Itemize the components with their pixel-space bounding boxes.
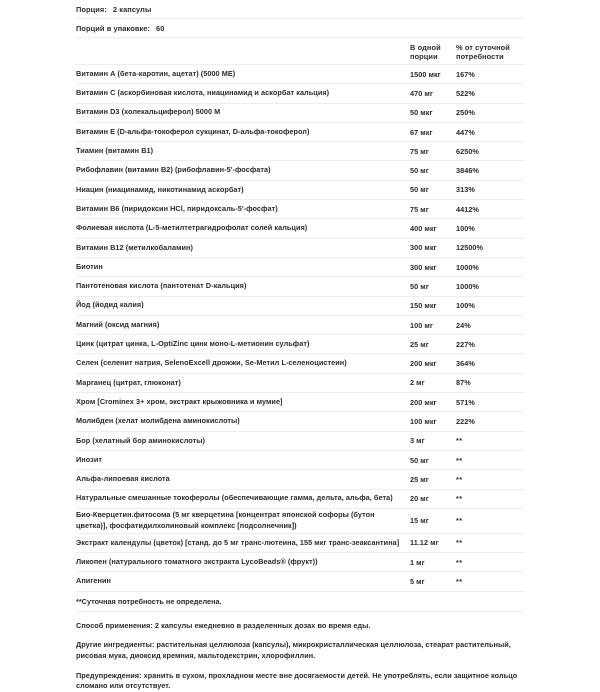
column-header-amount: В одной порции [410,43,441,62]
nutrient-daily-value: ** [456,436,463,446]
nutrient-name: Бор (хелатный бор аминокислоты) [76,435,206,445]
nutrient-name: Инозит [76,454,102,464]
nutrient-amount: 100 мкг [410,416,437,426]
table-row [76,534,524,553]
nutrient-name: Витамин D3 (холекальциферол) 5000 М [76,107,221,117]
table-row [76,84,524,103]
warnings-text: Предупреждения: хранить в сухом, прохладном месте вне досягаемости детей. Не употреблять, если защитное кольцо сломано или отсутствует. [76,670,518,691]
nutrient-amount: 50 мкг [410,108,433,118]
nutrient-daily-value: ** [456,516,463,526]
nutrient-daily-value: 6250% [456,146,479,156]
nutrient-daily-value: 447% [456,127,475,137]
table-row [76,65,524,84]
nutrient-daily-value: 4412% [456,204,479,214]
table-row [76,219,524,238]
nutrient-amount: 400 мкг [410,224,437,234]
nutrient-daily-value: 571% [456,397,475,407]
nutrient-daily-value: 12500% [456,243,484,253]
table-row [76,200,524,219]
nutrient-daily-value: 364% [456,359,475,369]
table-row [76,335,524,354]
table-row [76,161,524,180]
servings-per-container-value: 60 [156,23,165,33]
nutrient-name: Натуральные смешанные токоферолы (обеспечивающие гамма, дельта, альфа, бета) [76,493,393,503]
table-row [76,490,524,509]
nutrient-daily-value: ** [456,474,463,484]
nutrient-amount: 200 мкг [410,359,437,369]
nutrient-amount: 75 мг [410,204,429,214]
nutrient-amount: 5 мг [410,577,425,587]
table-row [76,104,524,123]
nutrient-name: Хром [Crominex 3+ хром, экстракт крыжовника и мумие] [76,396,283,406]
nutrient-amount: 15 мг [410,516,429,526]
nutrient-daily-value: ** [456,538,463,548]
nutrient-amount: 300 мкг [410,243,437,253]
nutrient-name: Магний (оксид магния) [76,319,160,329]
nutrient-amount: 11.12 мг [410,538,439,548]
nutrient-name: Апигенин [76,576,111,586]
table-row [76,470,524,489]
nutrient-name: Витамин А (бета-каротин, ацетат) (5000 МЕ) [76,68,236,78]
nutrient-daily-value: 1000% [456,262,479,272]
nutrient-amount: 67 мкг [410,127,433,137]
table-row [76,553,524,572]
column-header-daily-value: % от суточной потребности [456,43,510,62]
nutrient-amount: 1500 мкг [410,69,441,79]
nutrient-daily-value: 100% [456,301,475,311]
nutrient-amount: 100 мг [410,320,433,330]
serving-size-row [76,0,524,19]
table-row [76,258,524,277]
nutrient-daily-value: 222% [456,416,475,426]
nutrient-daily-value: ** [456,577,463,587]
nutrient-daily-value: 24% [456,320,471,330]
nutrient-rows [76,65,524,592]
nutrient-name: Йод (йодид калия) [76,300,144,310]
table-row [76,509,524,534]
nutrient-name: Био-Кверцетин.фитосома (5 мг кверцетина [концентрат японской софоры (бутон цветка)], фосфатидилхолиновый комплекс [подсолнечник]) [76,510,375,530]
table-row [76,297,524,316]
supplement-facts-panel [76,0,524,692]
table-row [76,432,524,451]
nutrient-name: Фолиевая кислота (L-5-метилтетрагидрофолат солей кальция) [76,223,308,233]
nutrient-daily-value: 3846% [456,166,479,176]
directions-text: Способ применения: 2 капсулы ежедневно в разделенных дозах во время еды. [76,620,371,630]
nutrient-amount: 50 мг [410,185,429,195]
nutrient-name: Рибофлавин (витамин В2) (рибофлавин-5'-фосфата) [76,165,271,175]
table-row [76,412,524,431]
nutrient-name: Витамин С (аскорбиновая кислота, ниацинамид и аскорбат кальция) [76,88,330,98]
table-row [76,181,524,200]
table-column-header [76,38,524,65]
nutrient-amount: 3 мг [410,436,425,446]
table-row [76,451,524,470]
table-row [76,572,524,591]
nutrient-amount: 300 мкг [410,262,437,272]
nutrient-name: Марганец (цитрат, глюконат) [76,377,181,387]
nutrient-daily-value: 522% [456,88,475,98]
nutrient-amount: 200 мкг [410,397,437,407]
nutrient-amount: 25 мг [410,474,429,484]
nutrient-amount: 470 мг [410,88,433,98]
servings-per-container-label: Порций в упаковке: [76,23,151,33]
nutrient-name: Молибден (хелат молибдена аминокислоты) [76,416,240,426]
table-row [76,123,524,142]
nutrient-name: Альфа-липоевая кислота [76,474,170,484]
nutrient-name: Биотин [76,261,103,271]
nutrient-name: Витамин Е (D-альфа-токоферол сукцинат, D-альфа-токоферол) [76,126,310,136]
serving-size-value: 2 капсулы [112,4,152,14]
nutrient-name: Цинк (цитрат цинка, L-OptiZinc цинк моно-L-метионин сульфат) [76,339,310,349]
serving-size-label: Порция: [76,4,107,14]
nutrient-name: Селен (селенит натрия, SelenoExcell дрожжи, Se-Метил L-селеноцистеин) [76,358,347,368]
table-row [76,277,524,296]
nutrient-daily-value: 250% [456,108,475,118]
nutrient-amount: 20 мг [410,494,429,504]
nutrient-amount: 1 мг [410,557,425,567]
nutrient-daily-value: 1000% [456,281,479,291]
table-row [76,374,524,393]
table-row [76,239,524,258]
table-row [76,354,524,373]
other-ingredients-text: Другие ингредиенты: растительная целлюлоза (капсулы), микрокристаллическая целлюлоза, стеарат растительный, рисовая мука, диоксид кремния, мальтодекстрин, хлорофиллин. [76,640,511,660]
table-row [76,393,524,412]
nutrient-daily-value: 87% [456,378,471,388]
nutrient-name: Ниацин (ниацинамид, никотинамид аскорбат) [76,184,244,194]
nutrient-daily-value: 167% [456,69,475,79]
nutrient-daily-value: 313% [456,185,475,195]
nutrient-daily-value: 100% [456,224,475,234]
nutrient-name: Экстракт календулы (цветок) [станд. до 5 мг транс-лютеина, 155 мкг транс-зеаксантина] [76,537,400,547]
nutrient-name: Витамин В6 (пиридоксин HCl, пиридоксаль-5'-фосфат) [76,203,278,213]
table-row [76,142,524,161]
daily-value-footnote: **Суточная потребность не определена. [76,592,524,612]
nutrient-amount: 50 мг [410,455,429,465]
nutrient-daily-value: 227% [456,339,475,349]
nutrient-amount: 50 мг [410,166,429,176]
nutrient-name: Витамин В12 (метилкобаламин) [76,242,193,252]
nutrient-amount: 25 мг [410,339,429,349]
nutrient-amount: 75 мг [410,146,429,156]
nutrient-amount: 2 мг [410,378,425,388]
table-row [76,316,524,335]
servings-per-container-row [76,19,524,38]
nutrient-name: Пантотеновая кислота (пантотенат D-кальция) [76,281,247,291]
nutrient-daily-value: ** [456,494,463,504]
nutrient-name: Ликопен (натурального томатного экстракта LycoBeads® (фрукт)) [76,557,318,567]
nutrient-amount: 150 мкг [410,301,437,311]
nutrient-name: Тиамин (витамин В1) [76,146,154,156]
nutrient-daily-value: ** [456,557,463,567]
nutrient-amount: 50 мг [410,281,429,291]
nutrient-daily-value: ** [456,455,463,465]
